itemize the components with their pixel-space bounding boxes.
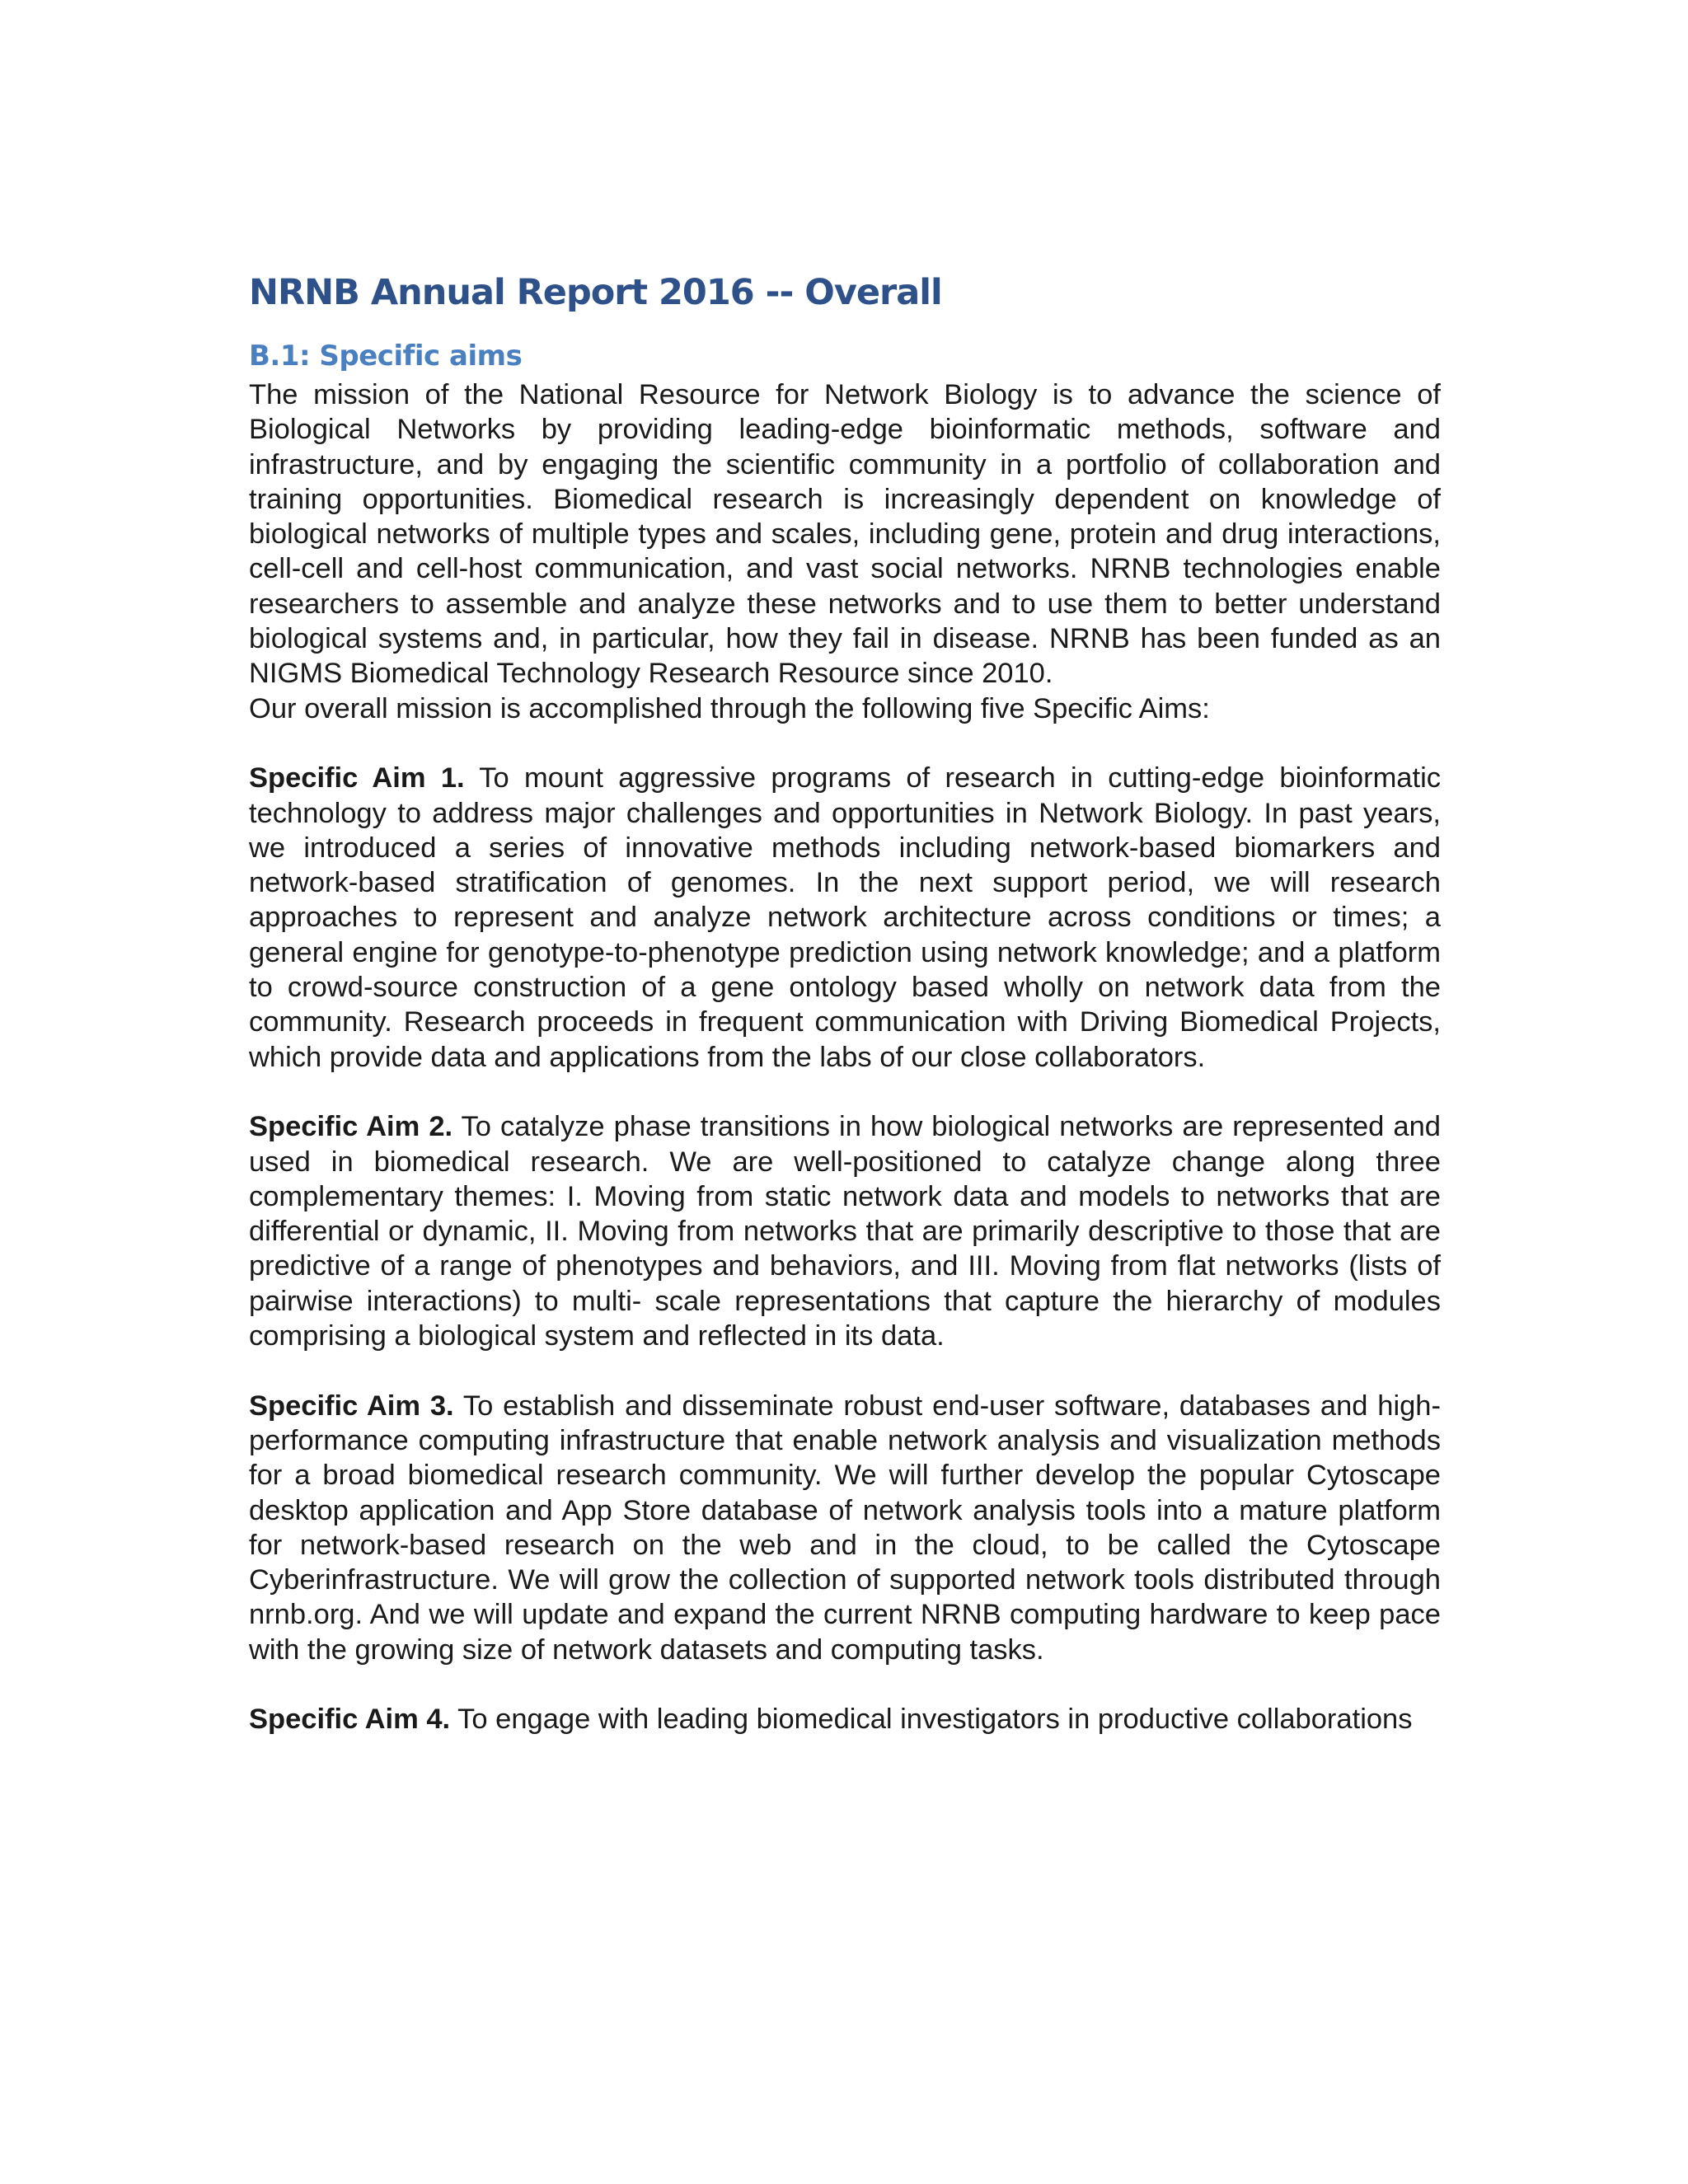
document-title: NRNB Annual Report 2016 -- Overall [249,272,942,313]
specific-aim-4-text: To engage with leading biomedical investigators in productive collaborations [450,1704,1413,1736]
specific-aim-4-label: Specific Aim 4. [249,1704,451,1736]
section-heading-specific-aims: B.1: Specific aims [249,340,523,373]
specific-aim-1-label: Specific Aim 1. [249,762,465,794]
document-content [249,262,1441,1737]
specific-aim-1-paragraph [249,761,1441,1075]
specific-aim-2-label: Specific Aim 2. [249,1111,453,1143]
specific-aim-4-paragraph [249,1702,1441,1736]
specific-aim-2-text: To catalyze phase transitions in how biological networks are represented and used in biomedical research. We are well-positioned to catalyze change along three complementary themes: I. Moving from static network data and models to networks that are differential or dynamic, II. Moving from networks that are primarily descriptive to those that are predictive of a range of phenotypes and behaviors, and III. Moving from flat networks (lists of pairwise interactions) to multi- scale representations that capture the hierarchy of modules comprising a biological system and reflected in its data. [249,1111,1441,1352]
specific-aim-3-text: To establish and disseminate robust end-user software, databases and high- performance computing infrastructure that enable network analysis and visualization methods for a broad biomedical research community. We will further develop the popular Cytoscape desktop application and App Store database of network analysis tools into a mature platform for network-based research on the web and in the cloud, to be called the Cytoscape Cyberinfrastructure. We will grow the collection of supported network tools distributed through nrnb.org. And we will update and expand the current NRNB computing hardware to keep pace with the growing size of network datasets and computing tasks. [249,1390,1441,1666]
specific-aim-3-paragraph [249,1389,1441,1667]
specific-aim-3-label: Specific Aim 3. [249,1390,454,1422]
specific-aim-2-paragraph [249,1109,1441,1353]
specific-aim-1-text: To mount aggressive programs of research in cutting-edge bioinformatic technology to address major challenges and opportunities in Network Biology. In past years, we introduced a series of innovative methods including network-based biomarkers and network-based stratification of genomes. In the next support period, we will research approaches to represent and analyze network architecture across conditions or times; a general engine for genotype-to-phenotype prediction using network knowledge; and a platform to crowd-source construction of a gene ontology based wholly on network data from the community. Research proceeds in frequent communication with Driving Biomedical Projects, which provide data and applications from the labs of our close collaborators. [249,762,1441,1073]
intro-paragraph: The mission of the National Resource for Network Biology is to advance the science of Biological Networks by providing leading-edge bioinformatic methods, software and infrastructure, and by engaging the scientific community in a portfolio of collaboration and training opportunities. Biomedical research is increasingly dependent on knowledge of biological networks of multiple types and scales, including gene, protein and drug interactions, cell-cell and cell-host communication, and vast social networks. NRNB technologies enable researchers to assemble and analyze these networks and to use them to better understand biological systems and, in particular, how they fail in disease. NRNB has been funded as an NIGMS Biomedical Technology Research Resource since 2010. [249,379,1441,690]
lead-in-sentence: Our overall mission is accomplished through the following five Specific Aims: [249,692,1210,724]
